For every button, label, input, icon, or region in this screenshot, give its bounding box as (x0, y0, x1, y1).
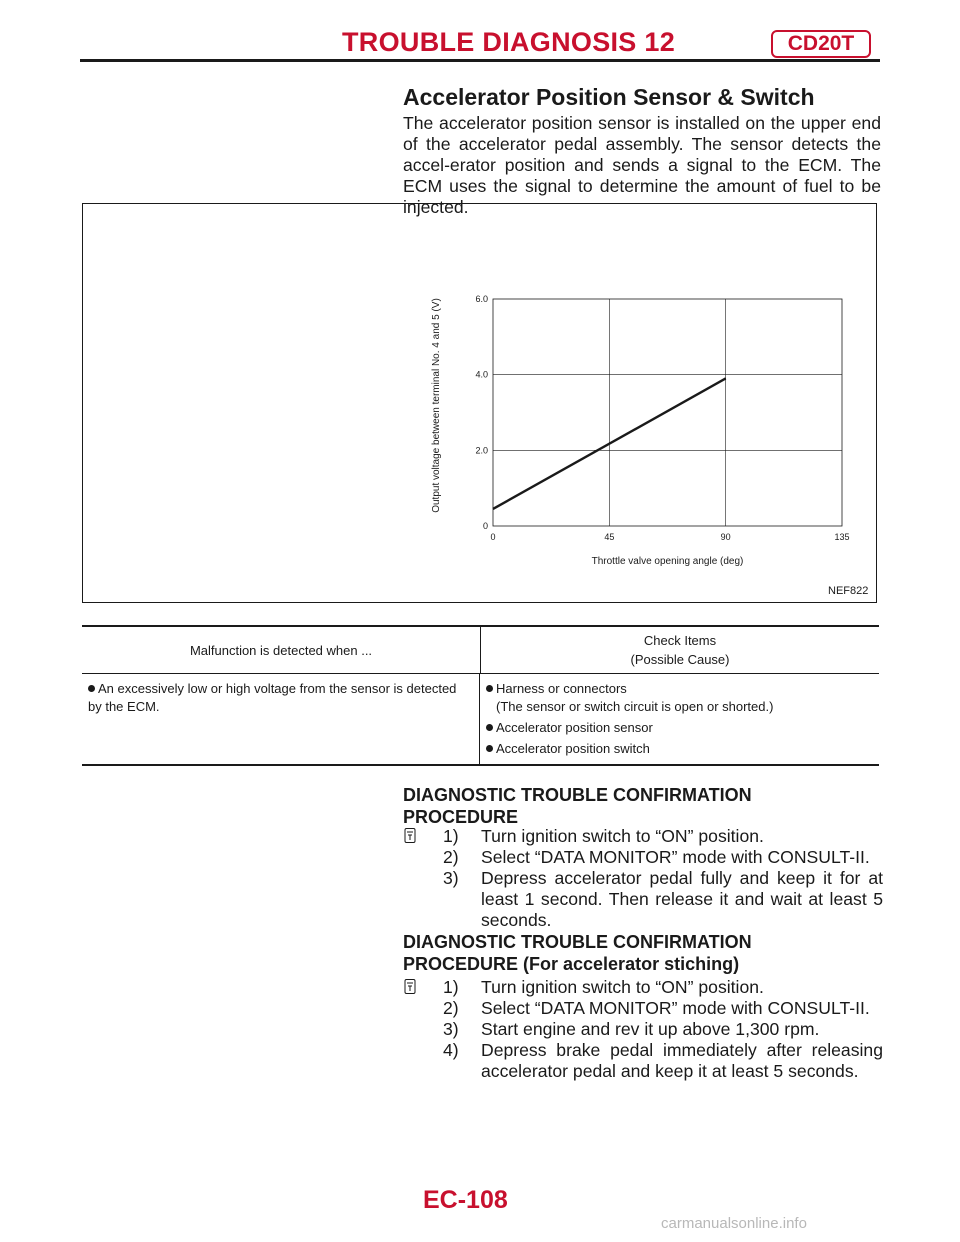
step-number: 3) (443, 1019, 459, 1039)
bullet-icon (88, 685, 95, 692)
check-items-header-label: Check Items (643, 633, 717, 648)
table-header-check-items (481, 627, 879, 673)
step-number: 1) (443, 977, 459, 997)
procedure-step (443, 1040, 883, 1082)
check-item (486, 719, 873, 737)
malfunction-text: An excessively low or high voltage from the sensor is detected by the ECM. (88, 681, 457, 714)
page-header-title: TROUBLE DIAGNOSIS 12 (342, 27, 676, 57)
step-number: 4) (443, 1040, 459, 1060)
malfunction-header-label: Malfunction is detected when ... (189, 642, 373, 658)
header-rule (80, 59, 880, 62)
y-tick-label: 6.0 (475, 294, 488, 304)
procedure-step (443, 977, 883, 998)
engine-code-badge: CD20T (771, 30, 871, 58)
intro-paragraph: The accelerator position sensor is installed on the upper end of the accelerator pedal assembly. The sensor detects the accel-erator position and sends a signal to the ECM. The ECM uses the signal to determine the amount of fuel to be injected. (403, 113, 881, 217)
voltage-chart (83, 204, 876, 602)
procedure-step (443, 1019, 883, 1040)
check-item-text: Harness or connectors (496, 681, 627, 696)
x-tick-label: 90 (720, 532, 731, 542)
step-number: 3) (443, 868, 459, 888)
y-tick-label: 2.0 (475, 445, 488, 456)
step-number: 1) (443, 826, 459, 846)
step-text: Depress brake pedal immediately after releasing accelerator pedal and keep it at least 5 seconds. (481, 1040, 883, 1081)
procedure-heading-line: PROCEDURE (For accelerator stiching) (403, 954, 740, 974)
x-axis-label: Throttle valve opening angle (deg) (591, 556, 744, 567)
procedure-heading (403, 931, 873, 975)
procedure-heading-line: DIAGNOSTIC TROUBLE CONFIRMATION (403, 785, 752, 805)
check-items-cell (480, 674, 879, 764)
watermark: carmanualsonline.info (661, 1215, 807, 1232)
step-number: 2) (443, 847, 459, 867)
check-item-text: Accelerator position sensor (496, 720, 653, 735)
x-tick-label: 45 (604, 532, 615, 542)
procedure-heading-line: DIAGNOSTIC TROUBLE CONFIRMATION (403, 932, 752, 952)
procedure-step (443, 826, 883, 847)
consult-ii-icon (404, 979, 416, 994)
y-tick-label: 4.0 (475, 369, 488, 380)
procedure-heading-line: PROCEDURE (403, 807, 519, 827)
step-number: 2) (443, 998, 459, 1018)
step-text: Select “DATA MONITOR” mode with CONSULT-II. (481, 998, 870, 1018)
check-item-note: (The sensor or switch circuit is open or shorted.) (496, 699, 774, 714)
table-header-malfunction (82, 627, 481, 673)
step-text: Turn ignition switch to “ON” position. (481, 977, 764, 997)
step-text: Depress accelerator pedal fully and keep it for at least 1 second. Then release it and wait at least 5 seconds. (481, 868, 883, 930)
check-item (486, 740, 873, 758)
plot-frame (493, 299, 842, 526)
step-text: Turn ignition switch to “ON” position. (481, 826, 764, 846)
procedure-heading (403, 784, 873, 828)
figure-frame (82, 203, 877, 603)
malfunction-cell (82, 674, 480, 764)
page-number: EC-108 (423, 1186, 508, 1214)
diagnosis-table (82, 625, 879, 766)
check-item-text: Accelerator position switch (496, 741, 650, 756)
bullet-icon (486, 685, 493, 692)
table-header-row (82, 627, 879, 674)
possible-cause-header-label: (Possible Cause) (630, 652, 730, 667)
bullet-icon (486, 724, 493, 731)
procedure-step (443, 847, 883, 868)
y-axis-label: Output voltage between terminal No. 4 and 5 (V) (431, 298, 442, 513)
table-row (82, 674, 879, 764)
step-text: Select “DATA MONITOR” mode with CONSULT-II. (481, 847, 870, 867)
section-heading: Accelerator Position Sensor & Switch (403, 84, 815, 110)
procedure-step (443, 868, 883, 931)
bullet-icon (486, 745, 493, 752)
procedure-steps (443, 826, 883, 931)
figure-id: NEF822 (828, 585, 869, 597)
procedure-step (443, 998, 883, 1019)
x-tick-label: 0 (490, 532, 496, 542)
x-tick-label: 135 (834, 532, 850, 542)
y-tick-label: 0 (482, 521, 488, 531)
step-text: Start engine and rev it up above 1,300 rpm. (481, 1019, 820, 1039)
consult-ii-icon (404, 828, 416, 843)
check-item (486, 680, 873, 698)
procedure-steps (443, 977, 883, 1082)
